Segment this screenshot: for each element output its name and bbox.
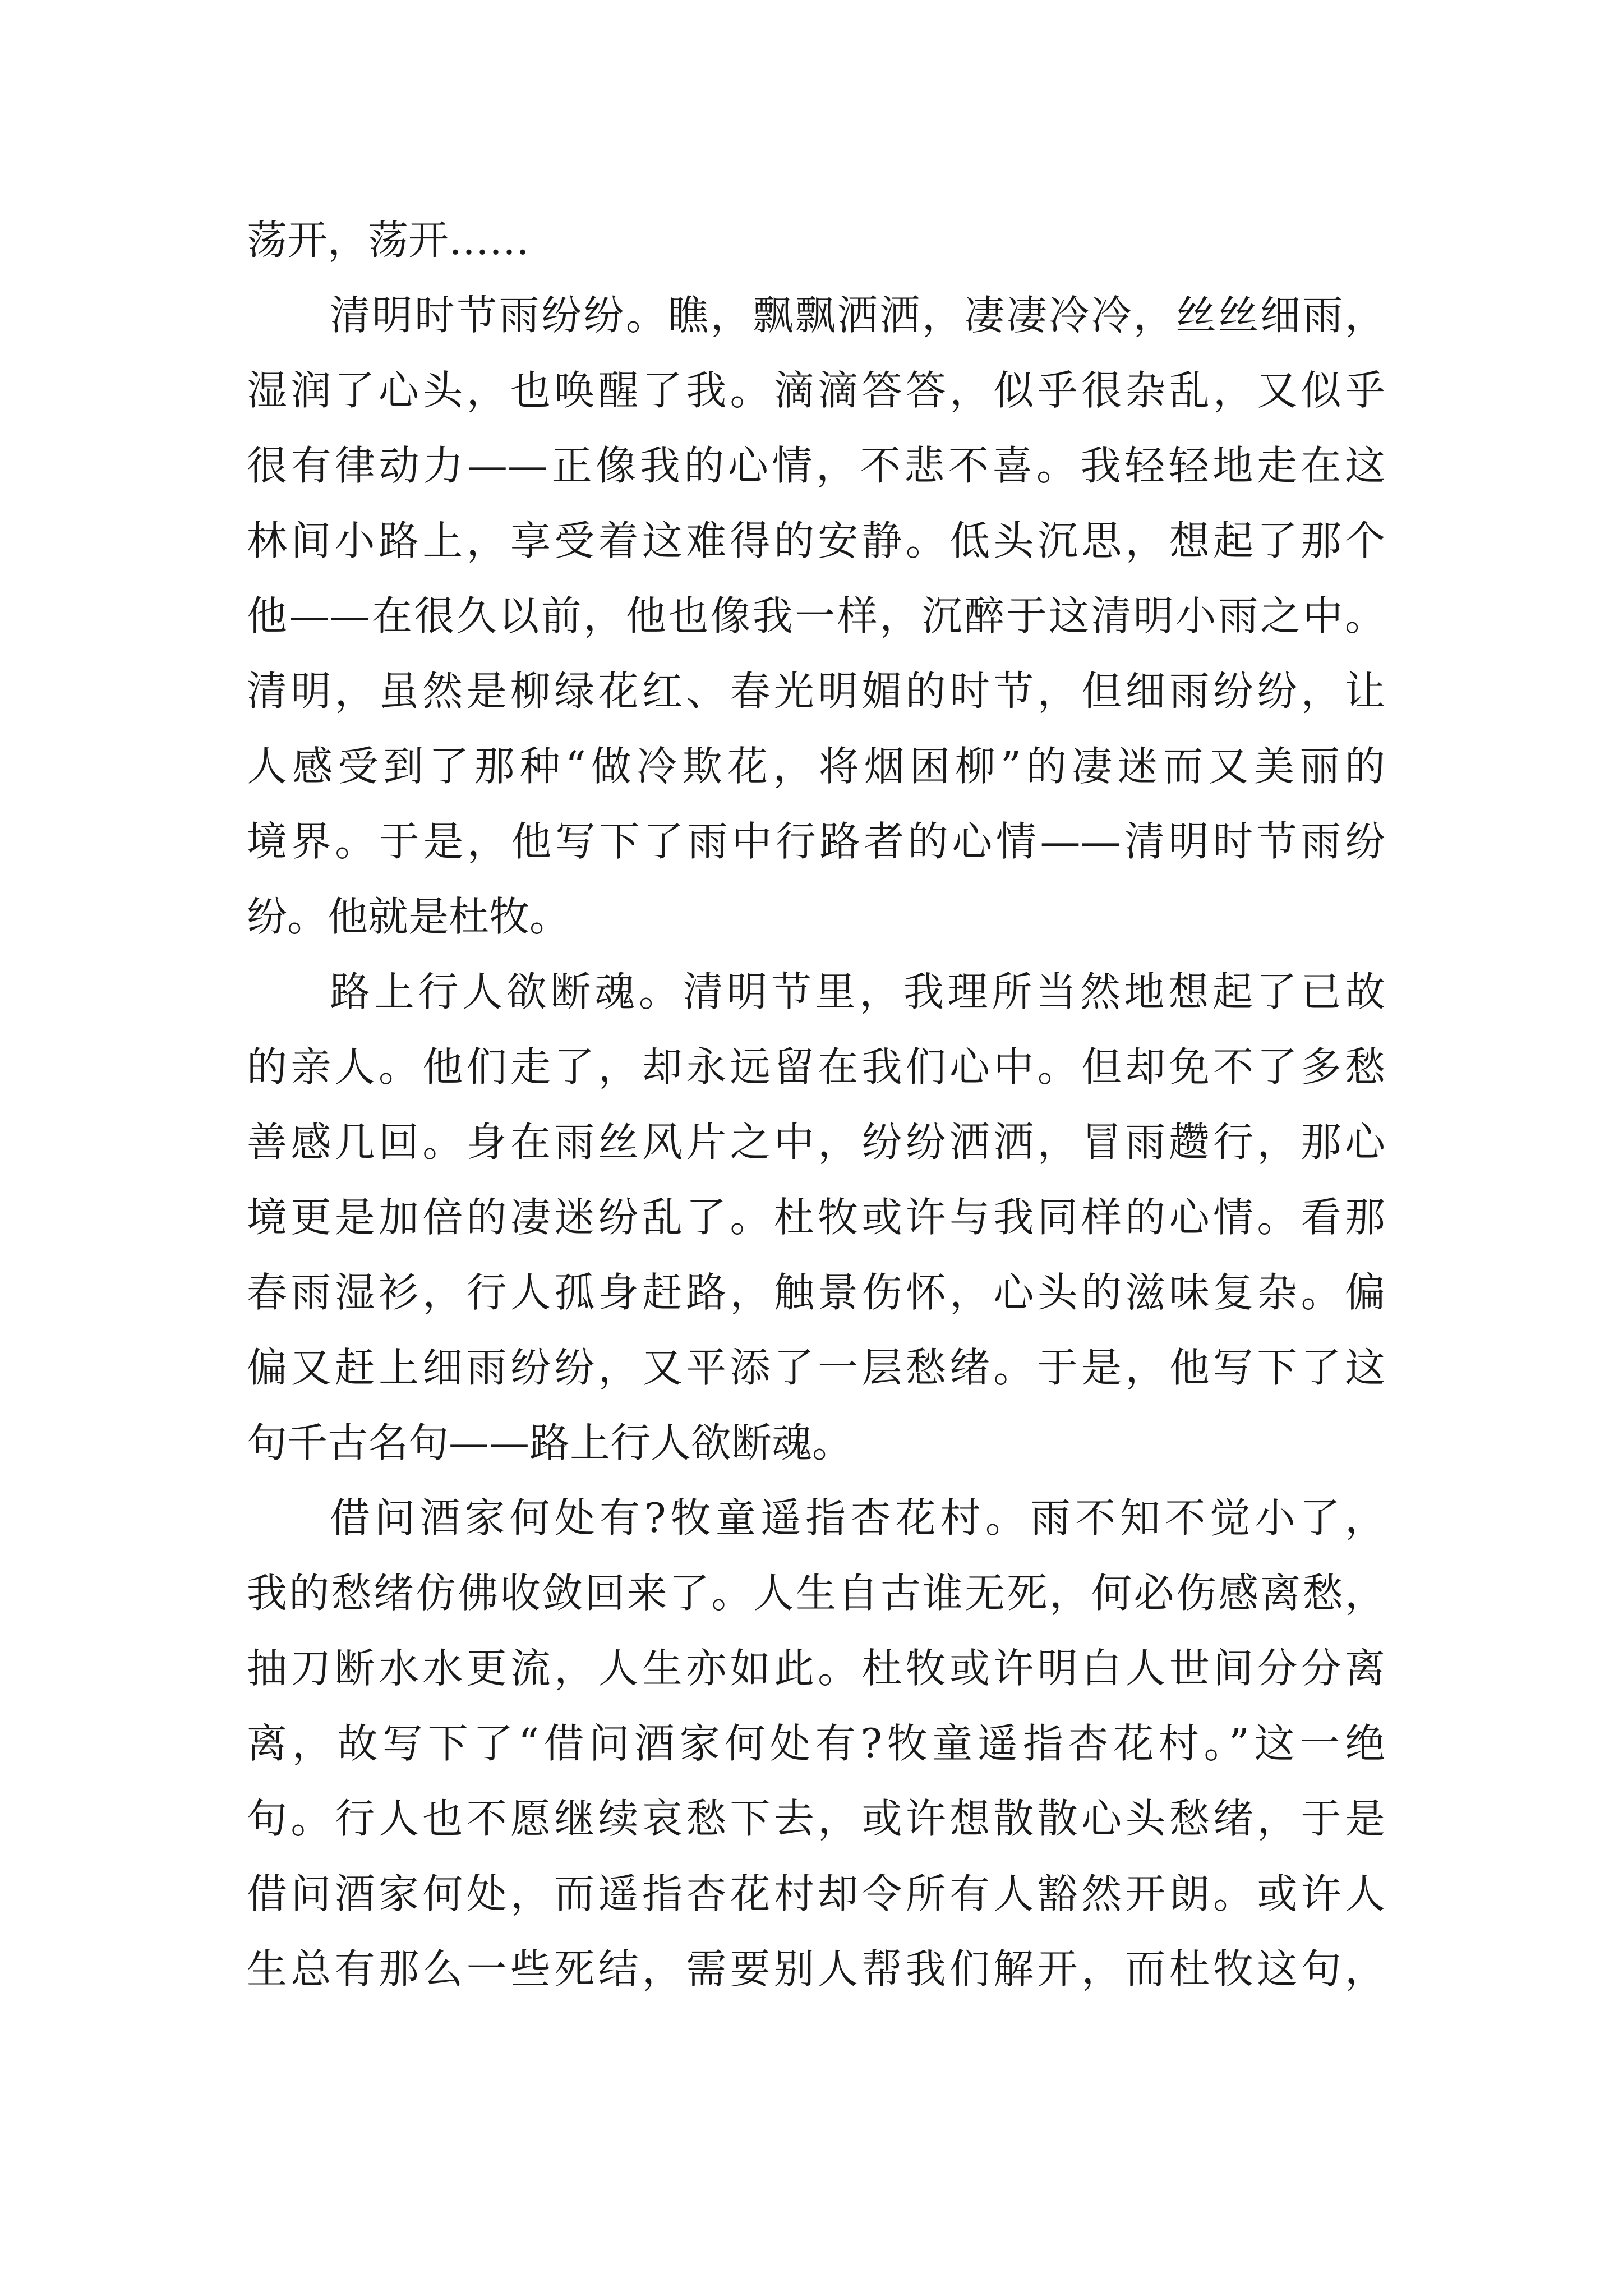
text-line: 清明时节雨纷纷。瞧，飘飘洒洒，凄凄冷冷，丝丝细雨， bbox=[330, 292, 1385, 339]
text-line: 境更是加倍的凄迷纷乱了。杜牧或许与我同样的心情。看那 bbox=[247, 1194, 1385, 1241]
text-line: 句千古名句——路上行人欲断魂。 bbox=[247, 1419, 853, 1466]
text-line: 的亲人。他们走了，却永远留在我们心中。但却免不了多愁 bbox=[247, 1043, 1385, 1091]
text-line: 抽刀断水水更流，人生亦如此。杜牧或许明白人世间分分离 bbox=[247, 1645, 1385, 1692]
text-line: 偏又赶上细雨纷纷，又平添了一层愁绪。于是，他写下了这 bbox=[247, 1344, 1385, 1391]
text-line: 借问酒家何处，而遥指杏花村却令所有人豁然开朗。或许人 bbox=[247, 1870, 1385, 1917]
text-line: 林间小路上，享受着这难得的安静。低头沉思，想起了那个 bbox=[247, 517, 1385, 564]
text-line: 他——在很久以前，他也像我一样，沉醉于这清明小雨之中。 bbox=[247, 592, 1385, 639]
text-line: 生总有那么一些死结，需要别人帮我们解开，而杜牧这句， bbox=[247, 1945, 1385, 1993]
text-line: 离，故写下了“借问酒家何处有?牧童遥指杏花村。”这一绝 bbox=[247, 1720, 1385, 1767]
text-line: 我的愁绪仿佛收敛回来了。人生自古谁无死，何必伤感离愁， bbox=[247, 1570, 1385, 1617]
text-line: 荡开，荡开…… bbox=[247, 217, 530, 264]
text-line: 借问酒家何处有?牧童遥指杏花村。雨不知不觉小了， bbox=[330, 1494, 1385, 1542]
text-line: 善感几回。身在雨丝风片之中，纷纷洒洒，冒雨趱行，那心 bbox=[247, 1119, 1385, 1166]
text-line: 路上行人欲断魂。清明节里，我理所当然地想起了已故 bbox=[330, 968, 1385, 1015]
text-line: 句。行人也不愿继续哀愁下去，或许想散散心头愁绪，于是 bbox=[247, 1795, 1385, 1842]
text-line: 境界。于是，他写下了雨中行路者的心情——清明时节雨纷 bbox=[247, 818, 1385, 865]
text-line: 春雨湿衫，行人孤身赶路，触景伤怀，心头的滋味复杂。偏 bbox=[247, 1269, 1385, 1316]
text-line: 很有律动力——正像我的心情，不悲不喜。我轻轻地走在这 bbox=[247, 442, 1385, 489]
text-line: 湿润了心头，也唤醒了我。滴滴答答，似乎很杂乱，又似乎 bbox=[247, 367, 1385, 414]
text-line: 清明，虽然是柳绿花红、春光明媚的时节，但细雨纷纷，让 bbox=[247, 668, 1385, 715]
text-line: 纷。他就是杜牧。 bbox=[247, 893, 570, 940]
text-line: 人感受到了那种“做冷欺花，将烟困柳”的凄迷而又美丽的 bbox=[247, 743, 1385, 790]
